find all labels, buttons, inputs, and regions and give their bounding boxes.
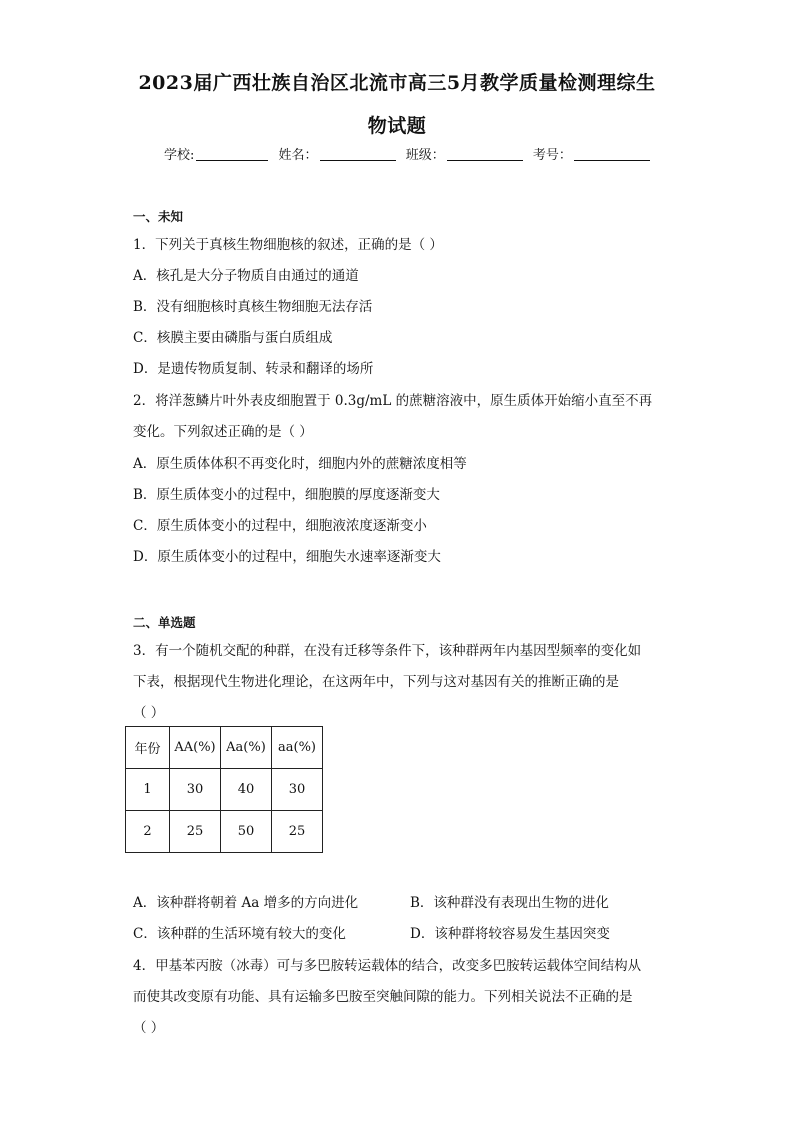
genotype-frequency-table	[125, 726, 323, 853]
name-label: 姓名：	[278, 148, 318, 163]
table-cell: 25	[170, 811, 221, 853]
q3-stem-line2: 下表，根据现代生物进化理论，在这两年中，下列与这对基因有关的推断正确的是	[133, 674, 619, 690]
section-heading-unknown: 一、未知	[133, 209, 184, 224]
q2-option-d: D．原生质体变小的过程中，细胞失水速率逐渐变大	[133, 549, 441, 565]
q2-option-c: C．原生质体变小的过程中，细胞液浓度逐渐变小	[133, 518, 427, 534]
section-heading-single-choice: 二、单选题	[133, 615, 196, 630]
table-cell: 1	[126, 769, 170, 811]
q2-option-b: B．原生质体变小的过程中，细胞膜的厚度逐渐变大	[133, 487, 440, 503]
q3-stem-line1: 3．有一个随机交配的种群，在没有迁移等条件下，该种群两年内基因型频率的变化如	[133, 643, 642, 659]
student-info-row	[164, 144, 656, 163]
q1-option-c: C．核膜主要由磷脂与蛋白质组成	[133, 330, 333, 346]
q3-option-c: C．该种群的生活环境有较大的变化	[133, 926, 346, 942]
q1-option-b: B．没有细胞核时真核生物细胞无法存活	[133, 299, 373, 315]
q1-option-d: D．是遗传物质复制、转录和翻译的场所	[133, 361, 374, 377]
number-label: 考号：	[532, 148, 572, 163]
q4-stem-line2: 而使其改变原有功能、具有运输多巴胺至突触间隙的能力。下列相关说法不正确的是	[133, 989, 633, 1005]
table-cell: 30	[170, 769, 221, 811]
q2-stem-line1: 2．将洋葱鳞片叶外表皮细胞置于 0.3g/mL 的蔗糖溶液中，原生质体开始缩小直至不再	[133, 393, 653, 409]
q3-option-b: B．该种群没有表现出生物的进化	[410, 895, 609, 911]
school-field[interactable]	[196, 146, 268, 161]
exam-title-line2: 物试题	[367, 115, 427, 137]
table-cell: 40	[221, 769, 272, 811]
q2-option-a: A．原生质体体积不再变化时，细胞内外的蔗糖浓度相等	[133, 456, 467, 472]
table-header-cell: Aa(%)	[221, 727, 272, 769]
q4-stem-line3: （ ）	[133, 1020, 165, 1036]
q2-stem-line2: 变化。下列叙述正确的是（ ）	[133, 424, 313, 440]
table-header-row	[126, 727, 323, 769]
table-row	[126, 811, 323, 853]
school-label: 学校:	[164, 148, 195, 163]
class-label: 班级：	[405, 148, 445, 163]
q1-option-a: A．核孔是大分子物质自由通过的通道	[133, 268, 359, 284]
table-row	[126, 769, 323, 811]
q3-option-a: A．该种群将朝着 Aa 增多的方向进化	[133, 895, 359, 911]
table-cell: 25	[272, 811, 323, 853]
class-field[interactable]	[447, 146, 523, 161]
q1-stem: 1．下列关于真核生物细胞核的叙述，正确的是（ ）	[133, 237, 443, 253]
table-header-cell: 年份	[126, 727, 170, 769]
table-cell: 50	[221, 811, 272, 853]
exam-title-line1: 2023届广西壮族自治区北流市高三5月教学质量检测理综生	[138, 72, 656, 94]
table-header-cell: AA(%)	[170, 727, 221, 769]
table-cell: 30	[272, 769, 323, 811]
table-header-cell: aa(%)	[272, 727, 323, 769]
number-field[interactable]	[574, 146, 650, 161]
name-field[interactable]	[320, 146, 396, 161]
q3-option-d: D．该种群将较容易发生基因突变	[410, 926, 610, 942]
q4-stem-line1: 4．甲基苯丙胺（冰毒）可与多巴胺转运载体的结合，改变多巴胺转运载体空间结构从	[133, 958, 642, 974]
q3-stem-line3: （ ）	[133, 705, 165, 721]
table-cell: 2	[126, 811, 170, 853]
